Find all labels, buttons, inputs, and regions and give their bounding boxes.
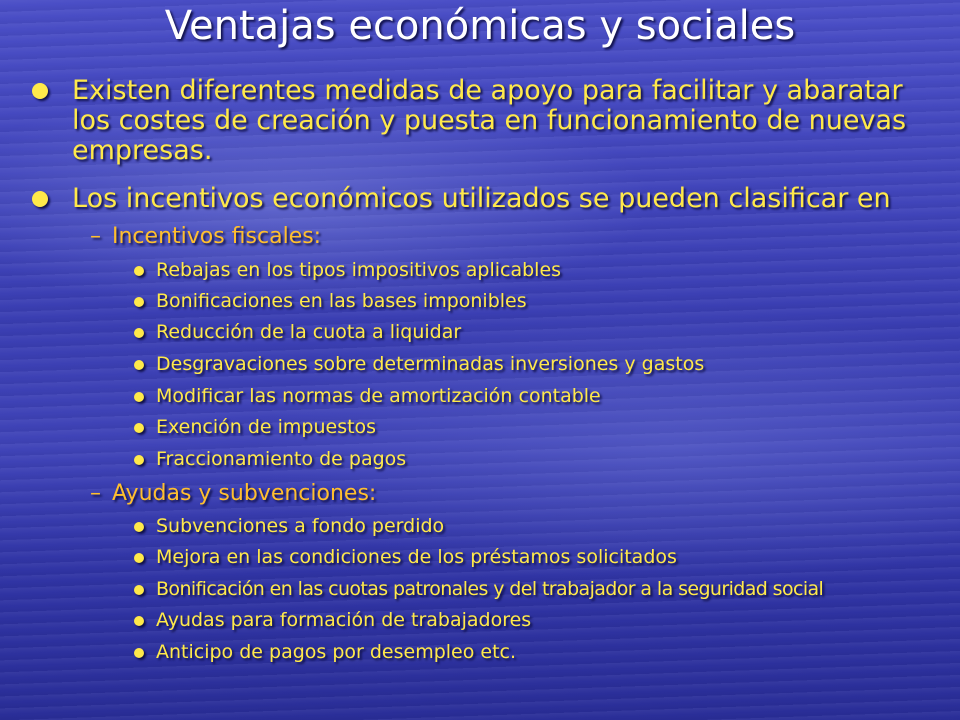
bullet-text: Existen diferentes medidas de apoyo para facilitar y abaratar los costes de creación y puesta en funcionamiento de nuevas empresas. xyxy=(72,75,907,166)
bullet-dot-icon xyxy=(134,585,144,595)
bullet-dot-icon xyxy=(134,616,144,626)
bullet-dot-icon xyxy=(32,83,48,99)
subheading-text: Incentivos fiscales: xyxy=(112,224,322,249)
bullet-dot-icon xyxy=(134,392,144,402)
bullet-dot-icon xyxy=(134,553,144,563)
sub-bullet-item xyxy=(134,545,677,569)
sub-bullet-item xyxy=(134,289,527,313)
sub-bullet-text: Ayudas para formación de trabajadores xyxy=(156,609,532,631)
sub-bullet-text: Exención de impuestos xyxy=(156,416,377,438)
bullet-text: Los incentivos económicos utilizados se pueden clasificar en xyxy=(72,183,891,214)
sub-bullet-item xyxy=(134,384,601,408)
sub-bullet-text: Modificar las normas de amortización contable xyxy=(156,385,601,407)
sub-bullet-item xyxy=(134,514,444,538)
sub-bullet-item xyxy=(134,320,461,344)
bullet-item xyxy=(32,76,942,166)
sub-bullet-text: Subvenciones a fondo perdido xyxy=(156,515,445,537)
sub-bullet-item xyxy=(134,640,516,664)
bullet-dot-icon xyxy=(134,328,144,338)
bullet-dot-icon xyxy=(134,266,144,276)
sub-bullet-text: Fraccionamiento de pagos xyxy=(156,448,407,470)
bullet-dot-icon xyxy=(134,297,144,307)
dash-marker: – xyxy=(90,481,101,506)
sub-bullet-text: Anticipo de pagos por desempleo etc. xyxy=(156,641,517,663)
sub-bullet-item xyxy=(134,577,823,601)
sub-bullet-item xyxy=(134,258,561,282)
bullet-dot-icon xyxy=(134,648,144,658)
subheading-ayudas-subvenciones xyxy=(90,481,376,507)
bullet-dot-icon xyxy=(134,360,144,370)
bullet-item xyxy=(32,184,942,214)
sub-bullet-text: Desgravaciones sobre determinadas inversiones y gastos xyxy=(156,353,705,375)
sub-bullet-item xyxy=(134,352,704,376)
sub-bullet-text: Reducción de la cuota a liquidar xyxy=(156,321,462,343)
bullet-dot-icon xyxy=(134,455,144,465)
sub-bullet-text: Mejora en las condiciones de los préstamos solicitados xyxy=(156,546,677,568)
sub-bullet-text: Bonificación en las cuotas patronales y del trabajador a la seguridad social xyxy=(156,578,824,600)
bullet-dot-icon xyxy=(134,423,144,433)
dash-marker: – xyxy=(90,224,101,249)
sub-bullet-item xyxy=(134,447,406,471)
subheading-incentivos-fiscales xyxy=(90,224,321,250)
sub-bullet-item xyxy=(134,608,531,632)
bullet-dot-icon xyxy=(134,522,144,532)
subheading-text: Ayudas y subvenciones: xyxy=(112,481,377,506)
sub-bullet-item xyxy=(134,415,376,439)
sub-bullet-text: Bonificaciones en las bases imponibles xyxy=(156,290,527,312)
sub-bullet-text: Rebajas en los tipos impositivos aplicables xyxy=(156,259,562,281)
slide-title: Ventajas económicas y sociales xyxy=(164,3,796,49)
bullet-dot-icon xyxy=(32,191,48,207)
